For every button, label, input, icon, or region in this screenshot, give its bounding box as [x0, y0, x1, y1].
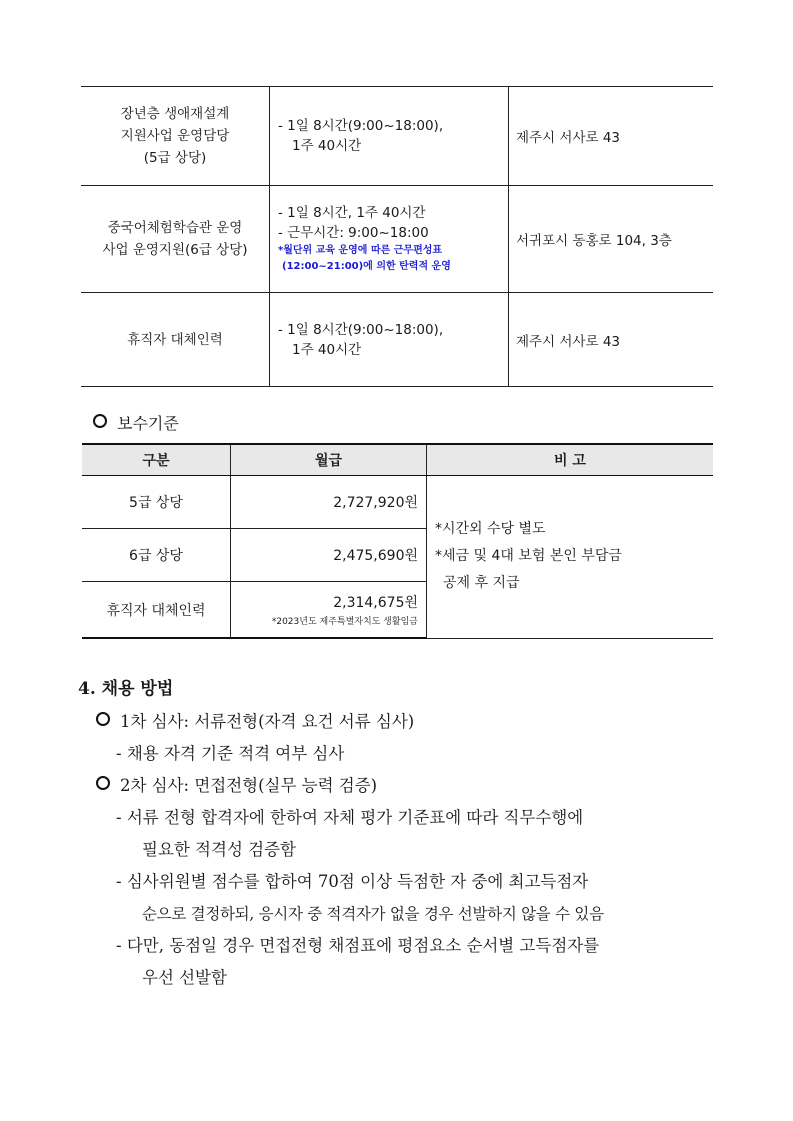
hours-cell: - 1일 8시간, 1주 40시간 - 근무시간: 9:00~18:00 *월단위 교육 운영에 따른 근무편성표 (12:00~21:00)에 의한 탄력적 운영: [270, 186, 509, 293]
pay-table: [82, 443, 713, 639]
list-item: - 심사위원별 점수를 합하여 70점 이상 득점한 자 중에 최고득점자 순으로 결정하되, 응시자 중 적격자가 없을 경우 선발하지 않을 수 있음: [116, 872, 604, 923]
pay-heading: 보수기준: [93, 411, 179, 434]
list-item: 2차 심사: 면접전형(실무 능력 검증): [96, 770, 744, 802]
hours-cell: - 1일 8시간(9:00~18:00), 1주 40시간: [270, 87, 509, 186]
list-item: - 서류 전형 합격자에 한하여 자체 평가 기준표에 따라 직무수행에 필요한 적격성 검증함: [116, 808, 584, 859]
position-cell: 중국어체험학습관 운영 사업 운영지원(6급 상당): [81, 186, 270, 293]
grade-cell: 휴직자 대체인력: [82, 582, 231, 639]
location-cell: 제주시 서사로 43: [509, 293, 714, 387]
hiring-method-section: [78, 672, 744, 994]
location-cell: 서귀포시 동홍로 104, 3층: [509, 186, 714, 293]
list-item: - 다만, 동점일 경우 면접전형 채점표에 평점요소 순서별 고득점자를 우선 선발함: [116, 936, 600, 987]
work-conditions-table: [81, 86, 713, 387]
grade-cell: 5급 상당: [82, 476, 231, 529]
location-cell: 제주시 서사로 43: [509, 87, 714, 186]
list-item: 1차 심사: 서류전형(자격 요건 서류 심사): [96, 706, 744, 738]
living-wage-note: *2023년도 제주특별자치도 생활임금: [271, 617, 418, 627]
table-header-row: [82, 444, 713, 476]
salary-cell: 2,475,690원: [231, 529, 427, 582]
grade-cell: 6급 상당: [82, 529, 231, 582]
flexible-schedule-note: *월단위 교육 운영에 따른 근무편성표 (12:00~21:00)에 의한 탄력적 운영: [278, 245, 451, 272]
position-cell: 휴직자 대체인력: [81, 293, 270, 387]
circle-bullet-icon: [96, 776, 110, 790]
table-row: [81, 87, 713, 186]
hours-cell: - 1일 8시간(9:00~18:00), 1주 40시간: [270, 293, 509, 387]
position-cell: 장년층 생애재설계 지원사업 운영담당 (5급 상당): [81, 87, 270, 186]
circle-bullet-icon: [96, 712, 110, 726]
column-header: 비 고: [427, 444, 714, 476]
table-row: [81, 293, 713, 387]
salary-cell: 2,314,675원 *2023년도 제주특별자치도 생활임금: [231, 582, 427, 639]
column-header: 구분: [82, 444, 231, 476]
column-header: 월급: [231, 444, 427, 476]
table-row: [82, 476, 713, 529]
remarks-cell: *시간외 수당 별도 *세금 및 4대 보험 본인 부담금 공제 후 지급: [427, 476, 714, 639]
salary-cell: 2,727,920원: [231, 476, 427, 529]
section-title: 4. 채용 방법: [78, 679, 174, 699]
table-row: [81, 186, 713, 293]
circle-bullet-icon: [93, 414, 107, 428]
list-item: - 채용 자격 기준 적격 여부 심사: [116, 744, 345, 763]
